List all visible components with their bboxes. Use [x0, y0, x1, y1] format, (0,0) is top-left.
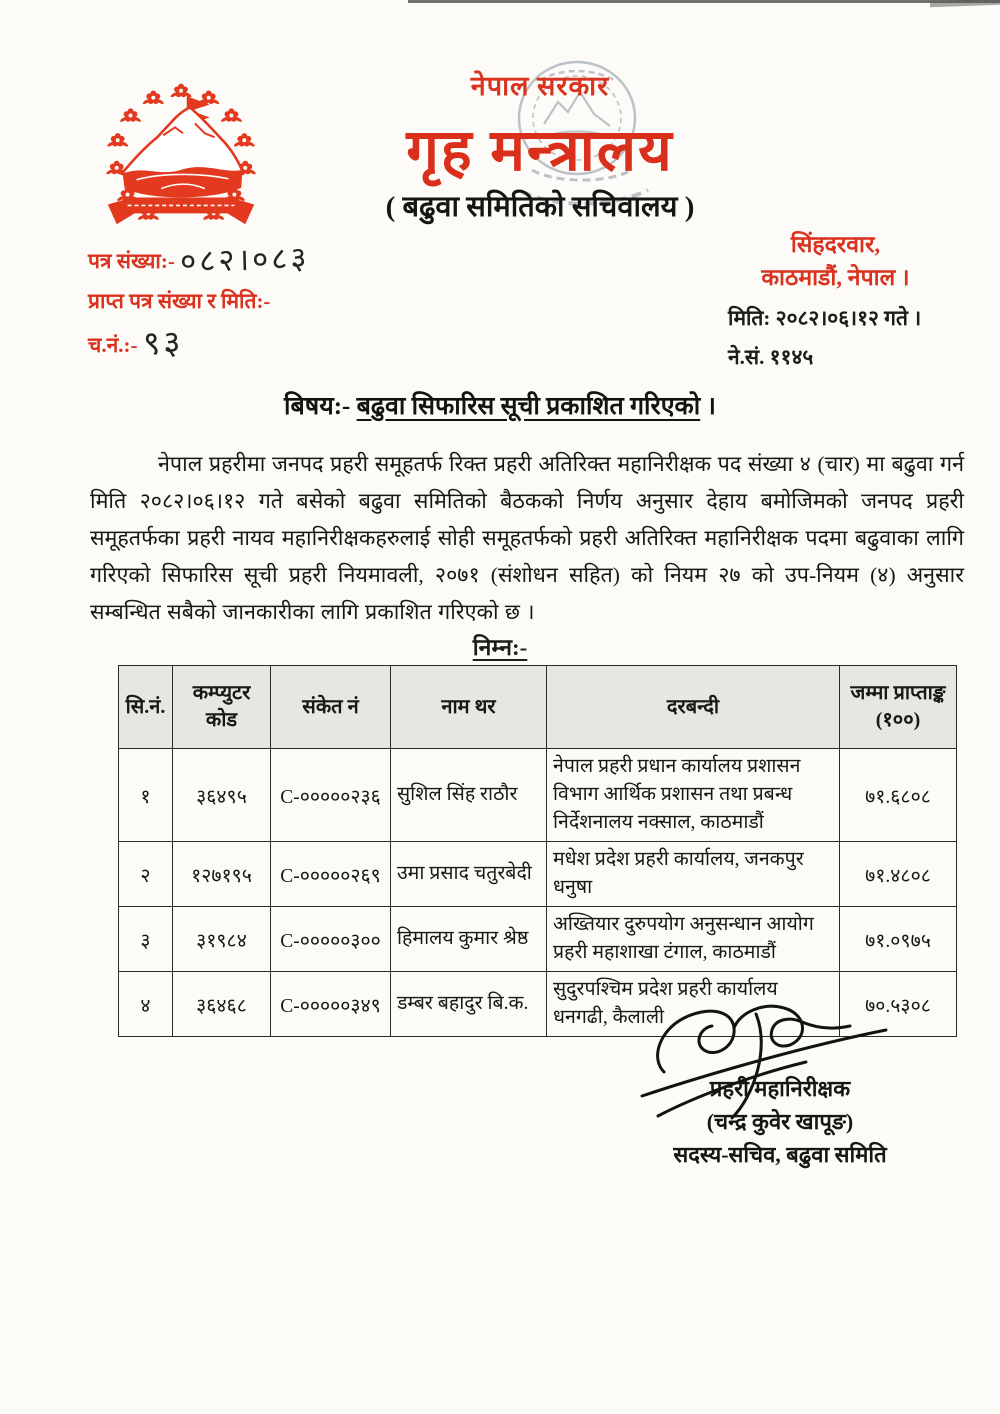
- address-line-2: काठमाडौं, नेपाल ।: [761, 265, 910, 290]
- promotion-table-wrapper: [118, 665, 956, 1037]
- ministry-name: गृह मन्त्रालय: [406, 118, 674, 183]
- table-cell: ३: [119, 907, 173, 972]
- letter-number-line: [88, 238, 518, 281]
- table-header-cell: नाम थर: [391, 666, 547, 749]
- table-cell: सुदुरपश्चिम प्रदेश प्रहरी कार्यालय धनगढी, कैलाली: [547, 972, 840, 1037]
- table-row: [119, 842, 957, 907]
- nepal-government-emblem-icon: [92, 76, 270, 238]
- letter-number-label: पत्र संख्या:-: [88, 249, 175, 273]
- table-cell: उमा प्रसाद चतुरबेदी: [391, 842, 547, 907]
- dispatch-number-value: ९३: [142, 322, 184, 363]
- meta-left-block: [88, 238, 518, 365]
- promotion-recommendation-table: [118, 665, 957, 1037]
- table-cell: डम्बर बहादुर बि.क.: [391, 972, 547, 1037]
- subject-label: बिषय:-: [284, 393, 351, 420]
- table-cell: नेपाल प्रहरी प्रधान कार्यालय प्रशासन विभाग आर्थिक प्रशासन तथा प्रबन्ध निर्देशनालय नक्साल, काठमाडौं: [547, 749, 840, 842]
- subject-text: बढुवा सिफारिस सूची प्रकाशित गरिएको: [356, 393, 701, 420]
- table-header-cell: कम्प्युटर कोड: [173, 666, 271, 749]
- table-cell: हिमालय कुमार श्रेष्ठ: [391, 907, 547, 972]
- signatory-role: सदस्य-सचिव, बढुवा समिति: [673, 1142, 887, 1167]
- nepal-sambat-line: ने.सं. ११४५: [728, 345, 814, 369]
- table-header-cell: दरबन्दी: [547, 666, 840, 749]
- dispatch-number-line: [88, 321, 518, 365]
- table-cell: १२७१९५: [173, 842, 271, 907]
- table-cell: सुशिल सिंह राठौर: [391, 749, 547, 842]
- table-cell: ३६४६८: [173, 972, 271, 1037]
- table-cell: ७०.५३०८: [840, 972, 957, 1037]
- letter-number-value: ०८२।०८३: [179, 240, 311, 280]
- table-cell: C-०००००३४९: [271, 972, 391, 1037]
- table-cell: ७१.६८०८: [840, 749, 957, 842]
- signatory-name: (चन्द्र कुवेर खापूङ): [706, 1109, 854, 1134]
- table-cell: C-०००००२३६: [271, 749, 391, 842]
- government-name: नेपाल सरकार: [470, 71, 610, 101]
- table-cell: C-०००००२६९: [271, 842, 391, 907]
- table-cell: अख्तियार दुरुपयोग अनुसन्धान आयोग प्रहरी महाशाखा टंगाल, काठमाडौं: [547, 907, 840, 972]
- scan-artifact-corner: [930, 0, 1000, 7]
- list-label: [0, 630, 1000, 662]
- subject-line: [0, 388, 1000, 422]
- table-cell: ७१.४८०८: [840, 842, 957, 907]
- table-header-cell: संकेत नं: [271, 666, 391, 749]
- dispatch-number-label: च.नं.:-: [88, 333, 138, 357]
- table-cell: २: [119, 842, 173, 907]
- signatory-title: प्रहरी महानिरीक्षक: [709, 1076, 851, 1101]
- body-paragraph: नेपाल प्रहरीमा जनपद प्रहरी समूहतर्फ रिक्त प्रहरी अतिरिक्त महानिरीक्षक पद संख्या ४ (चार) मा बढुवा गर्न मिति २०८२।०६।१२ गते बसेको बढुवा समितिको बैठकको निर्णय अनुसार देहाय बमोजिमको जनपद प्रहरी समूहतर्फका प्रहरी नायव महानिरीक्षकहरुलाई सोही समूहतर्फको प्रहरी अतिरिक्त महानिरीक्षक पदमा बढुवाका लागि गरिएको सिफारिस सूची प्रहरी नियमावली, २०७१ (संशोधन सहित) को नियम २७ को उप-नियम (४) अनुसार सम्बन्धित सबैको जानकारीका लागि प्रकाशित गरिएको छ ।: [90, 452, 964, 624]
- address-line-1: सिंहदरवार,: [790, 232, 881, 257]
- table-cell: १: [119, 749, 173, 842]
- subject-suffix: ।: [700, 393, 716, 420]
- scan-artifact-line: [408, 0, 1000, 3]
- table-cell: ७१.०९७५: [840, 907, 957, 972]
- table-cell: C-०००००३००: [271, 907, 391, 972]
- table-row: [119, 749, 957, 842]
- secretariat-name: ( बढुवा समितिको सचिवालय ): [385, 191, 695, 223]
- table-header-cell: सि.नं.: [119, 666, 173, 749]
- table-cell: ३६४९५: [173, 749, 271, 842]
- table-cell: मधेश प्रदेश प्रहरी कार्यालय, जनकपुर धनुषा: [547, 842, 840, 907]
- table-header-cell: जम्मा प्राप्ताङ्क (१००): [840, 666, 957, 749]
- results-table-body: [119, 749, 957, 1037]
- table-cell: ३१९८४: [173, 907, 271, 972]
- received-letter-label: प्राप्त पत्र संख्या र मिति:-: [88, 289, 271, 313]
- signatory-block: [620, 1072, 940, 1171]
- table-header-row: [119, 666, 957, 749]
- date-line: मिति: २०८२।०६।१२ गते ।: [728, 306, 922, 330]
- table-row: [119, 907, 957, 972]
- meta-right-block: [728, 228, 943, 372]
- list-label-text: निम्न:-: [472, 635, 528, 660]
- table-cell: ४: [119, 972, 173, 1037]
